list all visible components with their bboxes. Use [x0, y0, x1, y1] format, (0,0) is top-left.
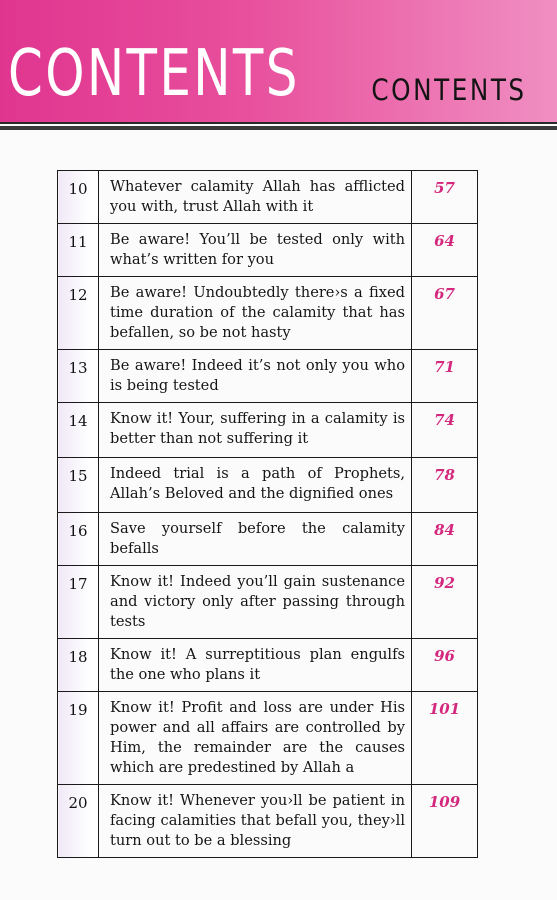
chapter-number: 19	[58, 692, 99, 785]
chapter-title: Know it! Whenever you›ll be patient in facing calamities that befall you, they›ll turn out to be a blessing	[99, 785, 412, 858]
chapter-number: 17	[58, 566, 99, 639]
chapter-title: Whatever calamity Allah has afflicted you with, trust Allah with it	[99, 171, 412, 224]
page-number: 96	[412, 639, 478, 692]
chapter-number: 16	[58, 513, 99, 566]
table-row	[58, 350, 478, 403]
chapter-title: Be aware! You’ll be tested only with what’s written for you	[99, 224, 412, 277]
chapter-number: 11	[58, 224, 99, 277]
chapter-number: 12	[58, 277, 99, 350]
page-number: 71	[412, 350, 478, 403]
chapter-title: Know it! Your, suffering in a calamity is better than not suffering it	[99, 403, 412, 458]
chapter-number: 20	[58, 785, 99, 858]
chapter-number: 18	[58, 639, 99, 692]
chapter-title: Know it! A surreptitious plan engulfs the one who plans it	[99, 639, 412, 692]
chapter-title: Save yourself before the calamity befalls	[99, 513, 412, 566]
page-title: CONTENTS	[8, 37, 300, 111]
chapter-title: Be aware! Undoubtedly there›s a fixed time duration of the calamity that has befallen, so be not hasty	[99, 277, 412, 350]
chapter-number: 13	[58, 350, 99, 403]
chapter-title: Indeed trial is a path of Prophets, Allah’s Beloved and the dignified ones	[99, 458, 412, 513]
header-divider-thick	[0, 126, 557, 130]
chapter-title: Be aware! Indeed it’s not only you who is being tested	[99, 350, 412, 403]
page-number: 57	[412, 171, 478, 224]
page-subtitle: CONTENTS	[371, 73, 527, 107]
table-row	[58, 171, 478, 224]
header-divider-thin	[0, 122, 557, 124]
chapter-number: 14	[58, 403, 99, 458]
page-number: 84	[412, 513, 478, 566]
chapter-title: Know it! Profit and loss are under His power and all affairs are controlled by Him, the remainder are the causes which are predestined by Allah a	[99, 692, 412, 785]
header-banner	[0, 0, 557, 122]
page-number: 78	[412, 458, 478, 513]
chapter-title: Know it! Indeed you’ll gain sustenance and victory only after passing through tests	[99, 566, 412, 639]
table-row	[58, 513, 478, 566]
table-row	[58, 639, 478, 692]
page-number: 101	[412, 692, 478, 785]
chapter-number: 10	[58, 171, 99, 224]
table-row	[58, 692, 478, 785]
table-row	[58, 566, 478, 639]
page-number: 74	[412, 403, 478, 458]
table-row	[58, 277, 478, 350]
page-number: 92	[412, 566, 478, 639]
table-row	[58, 458, 478, 513]
chapter-number: 15	[58, 458, 99, 513]
table-row	[58, 403, 478, 458]
table-row	[58, 224, 478, 277]
contents-table	[57, 170, 478, 858]
table-row	[58, 785, 478, 858]
page-number: 64	[412, 224, 478, 277]
page-number: 109	[412, 785, 478, 858]
page-number: 67	[412, 277, 478, 350]
